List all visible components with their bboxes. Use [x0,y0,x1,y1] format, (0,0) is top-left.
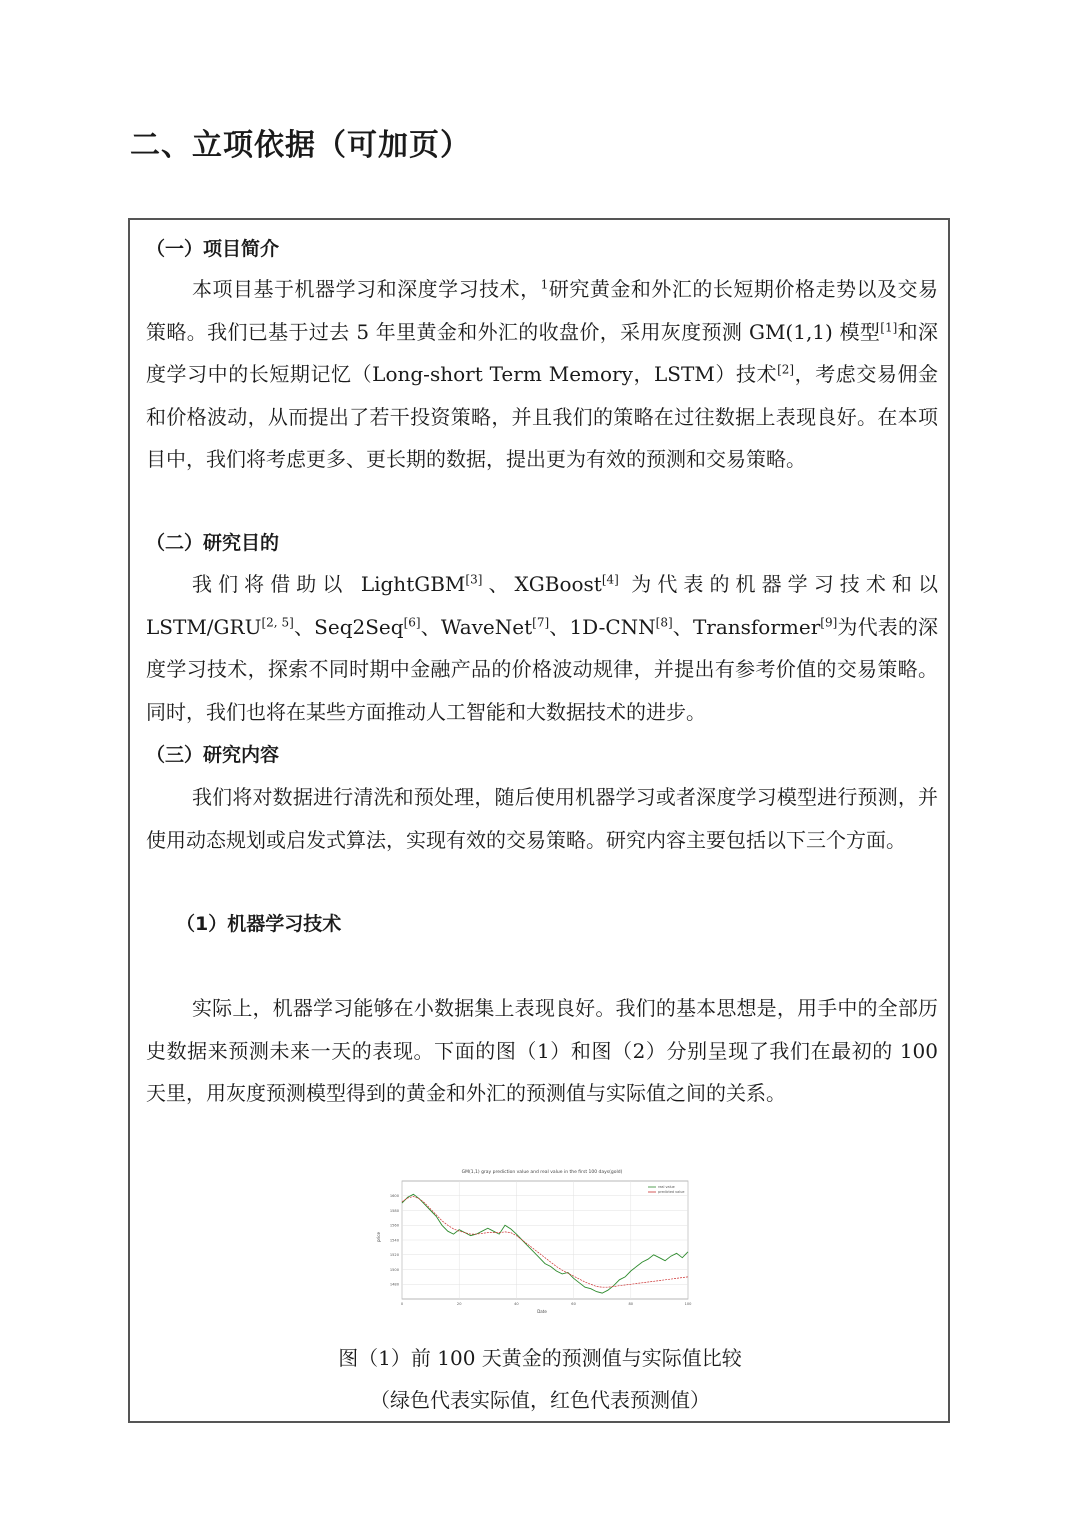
section-3-paragraph-2: 实际上，机器学习能够在小数据集上表现良好。我们的基本思想是，用手中的全部历史数据来预测未来一天的表现。下面的图（1）和图（2）分别呈现了我们在最初的 100 天里，用灰度预测模型得到的黄金和外汇的预测值与实际值之间的关系。 [146,996,938,1105]
section-1-heading: （一）项目简介 [146,238,280,260]
legend-label: predicted value [658,1190,685,1195]
subsection-1-heading: （1）机器学习技术 [176,913,342,935]
figure-1-caption: 图（1）前 100 天黄金的预测值与实际值比较 [338,1346,742,1370]
x-tick-label: 80 [628,1302,634,1306]
chart-svg [372,1165,702,1315]
figure-1-chart [372,1165,702,1315]
x-tick-label: 0 [400,1302,404,1306]
y-tick-label: 1600 [389,1194,399,1199]
section-2-paragraph: 我们将借助以 LightGBM[3]、XGBoost[4] 为代表的机器学习技术和以 LSTM/GRU[2, 5]、Seq2Seq[6]、WaveNet[7]、1D-CNN[8]、Transformer[9]为代表的深度学习技术，探索不同时期中金融产品的价格波动规律，并提出有参考价值的交易策略。同时，我们也将在某些方面推动人工智能和大数据技术的进步。 [146,572,939,724]
chart-title: GM(1,1) gray prediction value and real value in the first 100 days(gold) [461,1170,623,1175]
section-3-heading: （三）研究内容 [146,744,280,766]
y-tick-label: 1520 [389,1253,399,1258]
y-tick-label: 1580 [389,1208,399,1213]
page-title: 二、立项依据（可加页） [130,128,471,163]
section-2-heading: （二）研究目的 [146,532,280,554]
y-tick-label: 1480 [389,1282,399,1287]
chart-y-label: price [376,1232,381,1242]
legend-label: real value [658,1185,675,1190]
x-tick-label: 100 [684,1302,692,1306]
section-3-paragraph: 我们将对数据进行清洗和预处理，随后使用机器学习或者深度学习模型进行预测，并使用动态规划或启发式算法，实现有效的交易策略。研究内容主要包括以下三个方面。 [146,785,938,852]
x-tick-label: 60 [571,1302,576,1306]
y-tick-label: 1540 [389,1238,399,1243]
x-tick-label: 20 [456,1302,462,1306]
figure-1-note: （绿色代表实际值，红色代表预测值） [370,1388,710,1412]
y-tick-label: 1500 [389,1267,399,1272]
x-tick-label: 40 [514,1302,519,1306]
y-tick-label: 1560 [389,1223,399,1228]
section-1-paragraph: 本项目基于机器学习和深度学习技术，$^1$研究黄金和外汇的长短期价格走势以及交易策略。我们已基于过去 5 年里黄金和外汇的收盘价，采用灰度预测 GM(1,1) 模型[1]和深度学习中的长短期记忆（Long-short Term Memory，LSTM）技术[2]，考虑交易佣金和价格波动，从而提出了若干投资策略，并且我们的策略在过往数据上表现良好。在本项目中，我们将考虑更多、更长期的数据，提出更为有效的预测和交易策略。 [146,277,939,471]
chart-x-label: Date [537,1309,547,1314]
